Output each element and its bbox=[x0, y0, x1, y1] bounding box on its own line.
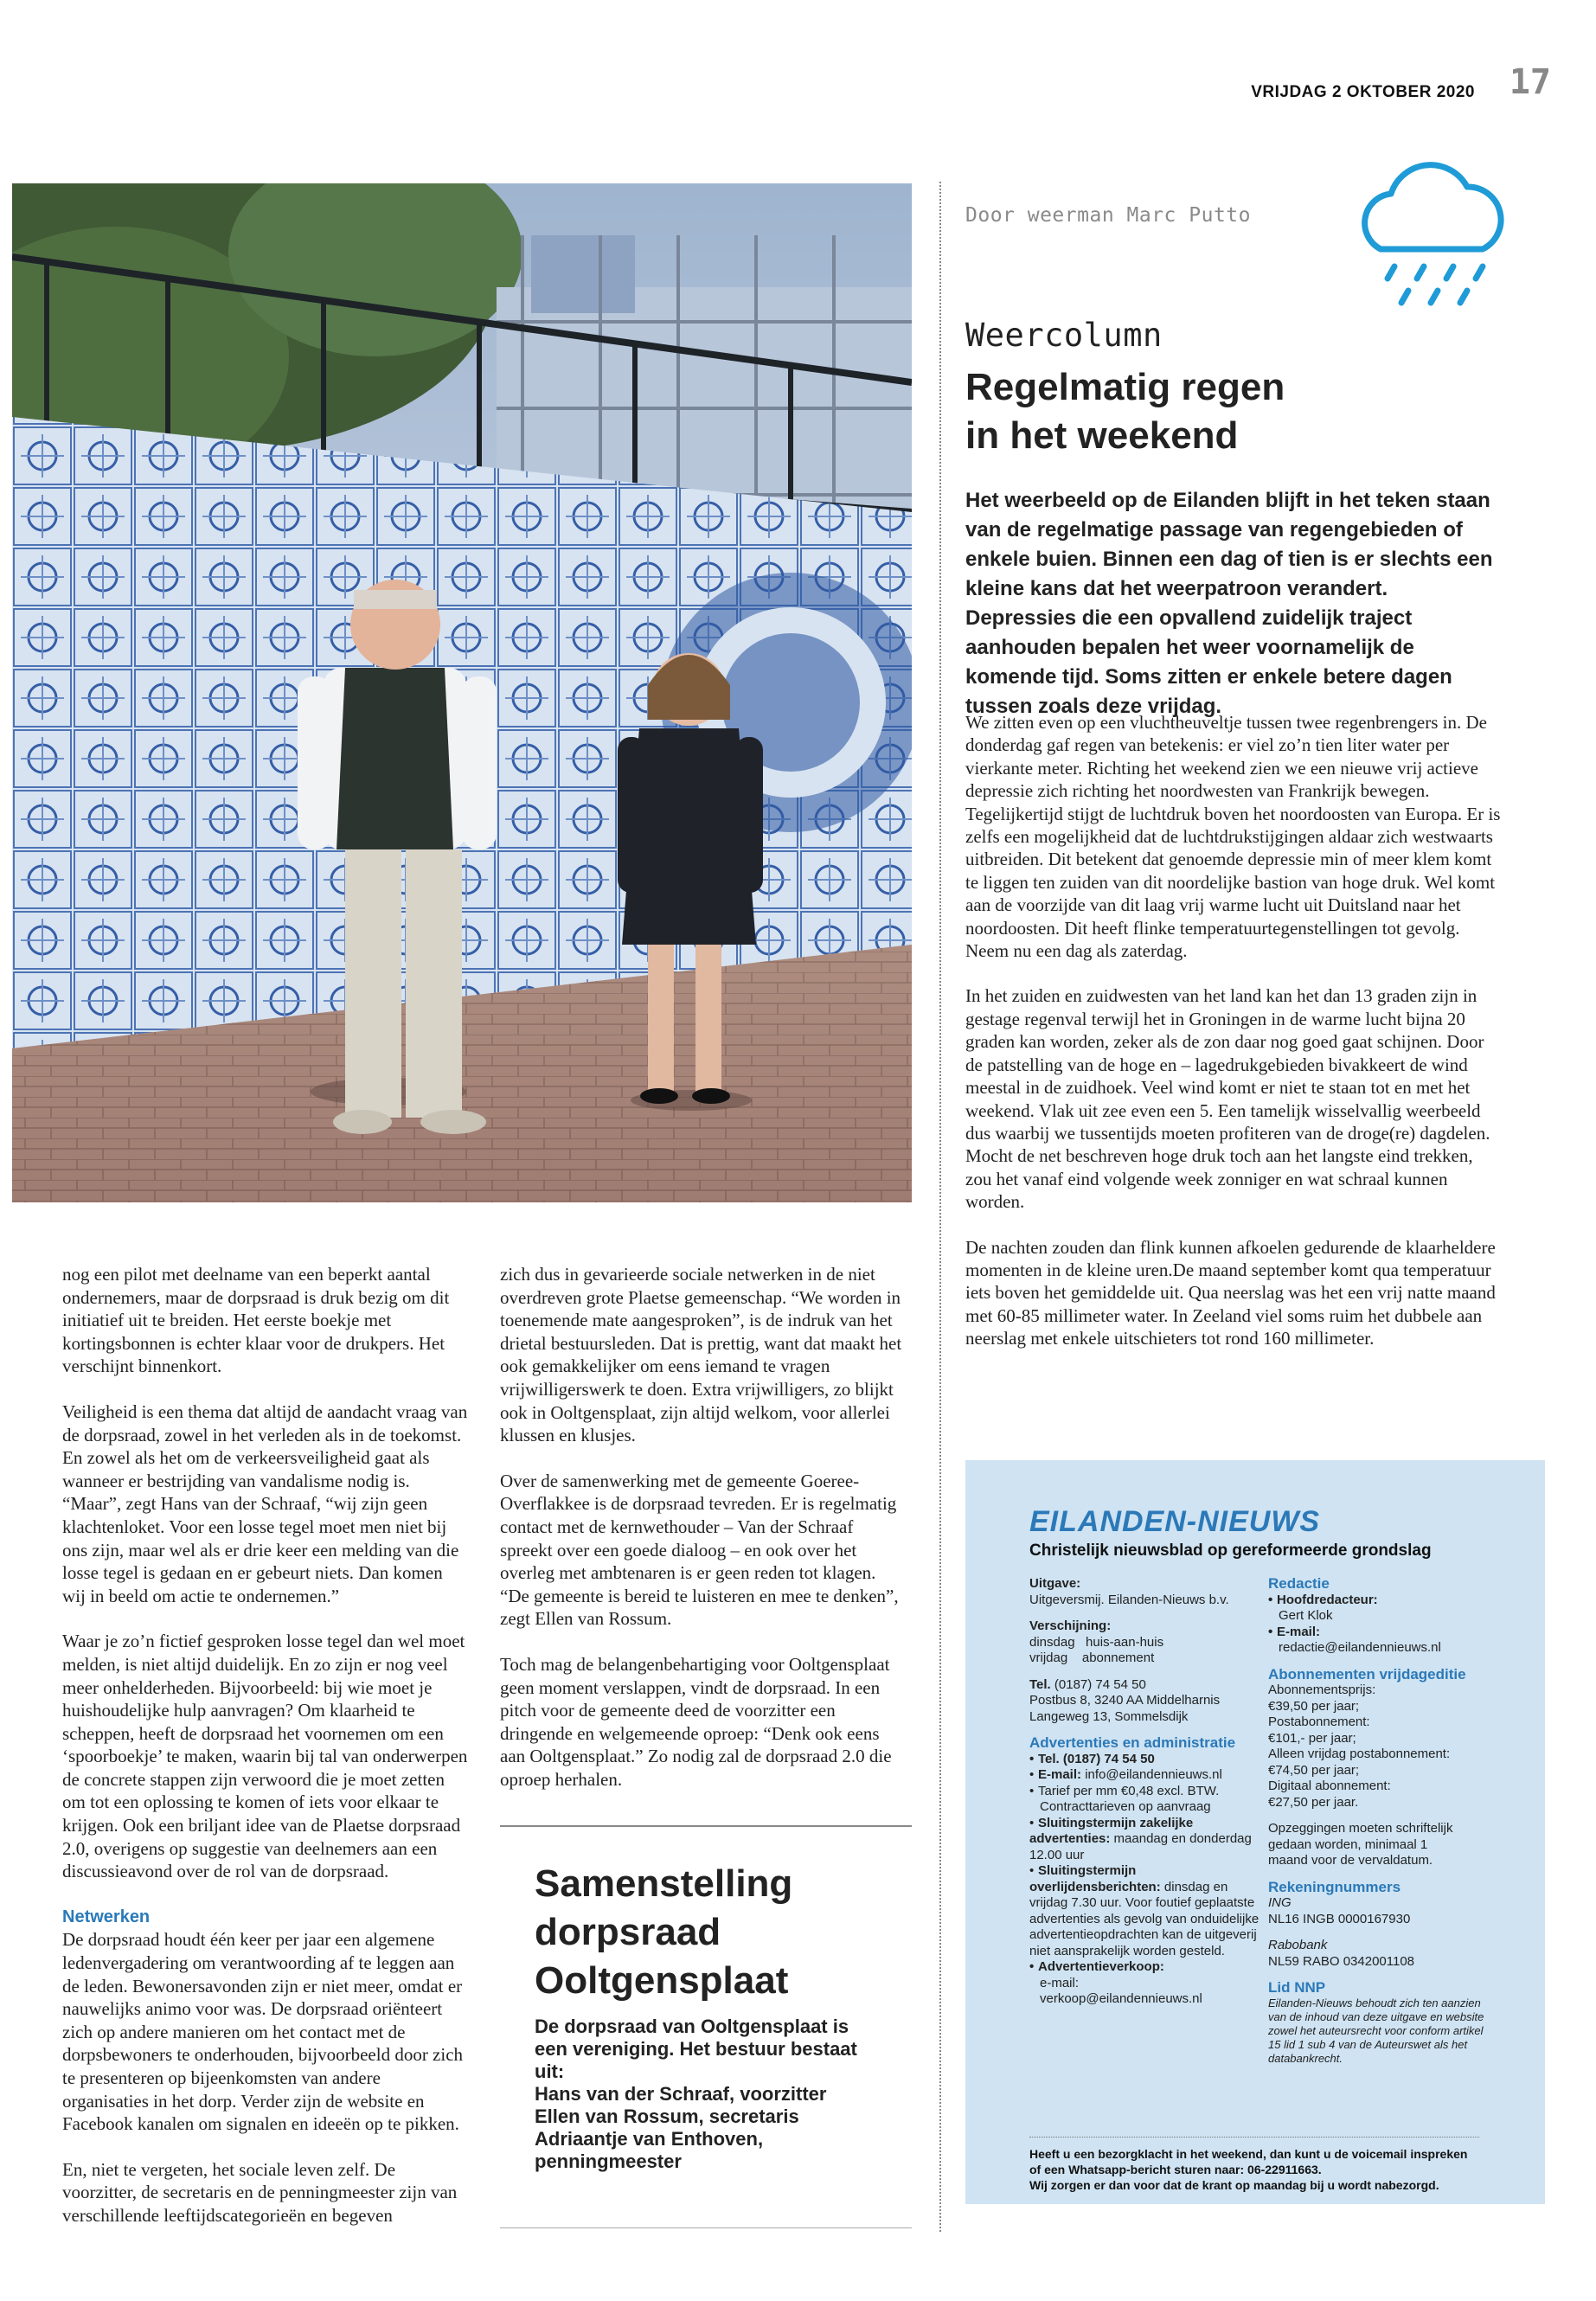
article-paragraph: De dorpsraad houdt één keer per jaar een algemene ledenvergadering om verantwoording af te leggen aan de leden. Bewonersavonden zijn er niet meer, omdat er nauwelijks animo voor was. De dorpsraad oriënteert zich op andere manieren om het contact met de dorpsbewoners te onderhouden, bijvoorbeeld door zich te presenteren op bijeenkomsten van andere organisaties in het dorp. Verder zijn de website en Facebook kanalen om signalen en ideeën op te pikken. bbox=[62, 1929, 464, 2135]
weather-paragraph-3: De nachten zouden dan flink kunnen afkoelen gedurende de klaarheldere momenten in de kleine uren.De maand september komt qua temperatuur iets boven het gemiddelde uit. Qua neerslag was het een vrij natte maand met 60-85 millimeter water. In Zeeland viel soms ruim het dubbele aan neerslag met enkele uitschieters tot rond 160 millimeter. bbox=[965, 1236, 1496, 1349]
photo-illustration bbox=[12, 183, 912, 1202]
abo-line: €101,- per jaar; bbox=[1268, 1730, 1356, 1746]
article-subhead: Netwerken bbox=[62, 1907, 151, 1926]
tel-label: Tel. bbox=[1029, 1676, 1051, 1692]
weather-body bbox=[965, 711, 1502, 1373]
rabobank-number: NL59 RABO 0342001108 bbox=[1268, 1953, 1415, 1969]
nnp-heading: Lid NNP bbox=[1268, 1979, 1326, 1996]
weather-title bbox=[965, 363, 1554, 460]
abonnementen-heading: Abonnementen vrijdageditie bbox=[1268, 1665, 1466, 1682]
adv-email-label: E-mail: bbox=[1038, 1767, 1082, 1782]
footnote-line: Wij zorgen er dan voor dat de krant op maandag bij u wordt nabezorgd. bbox=[1029, 2178, 1439, 2192]
article-paragraph: Waar je zo’n fictief gesproken losse tegel dan wel moet melden, is niet altijd duidelijk. En zo zijn er nog veel meer onhelderheden. Bijvoorbeeld: bij wie moet je huishoudelijke hulp aanvragen? Om klaarheid te scheppen, heeft de dorpsraad het voornemen om een ‘spoorboekje’ te maken, waarin bij tal van onderwerpen de concrete stappen zijn verwoord die je moet zetten om tot een oplossing te komen of iets voor elkaar te krijgen. Ook een briljant idee van de Plaetse dorpsraad 2.0, overigens op suggestie van deelnemers aan een discussieavond over de rol van de dorpsraad. bbox=[62, 1631, 468, 1882]
redactie-email-label: • E-mail: bbox=[1268, 1625, 1519, 1641]
nnp-text: Eilanden-Nieuws behoudt zich ten aanzien van de inhoud van deze uitgave en website zowel het auteursrecht voor conform artikel 15 lid 1 sub 4 van de Auteurswet als het databankrecht. bbox=[1268, 1996, 1484, 2065]
adv-sluiting-text: maandag en donderdag 12.00 uur bbox=[1029, 1831, 1252, 1862]
redactie-heading: Redactie bbox=[1268, 1575, 1330, 1592]
ing-number: NL16 INGB 0000167930 bbox=[1268, 1911, 1411, 1926]
rain-cloud-icon bbox=[1346, 145, 1519, 318]
hoofdredacteur-name: Gert Klok bbox=[1279, 1608, 1333, 1623]
verschijning-heading: Verschijning: bbox=[1029, 1618, 1112, 1633]
adv-verkoop-heading: • Advertentieverkoop: bbox=[1029, 1959, 1261, 1976]
column-divider bbox=[939, 182, 941, 2232]
colophon bbox=[965, 1460, 1545, 2204]
article-paragraph: En, niet te vergeten, het sociale leven zelf. De voorzitter, de secretaris en de penningmeester zijn van verschillende leeftijdscategorieën en begeven bbox=[62, 2158, 458, 2226]
adv-overlijden-label: Sluitingstermijn overlijdensberichten: bbox=[1029, 1863, 1161, 1894]
abo-line: €27,50 per jaar. bbox=[1268, 1794, 1359, 1810]
adv-contract: Contracttarieven op aanvraag bbox=[1040, 1799, 1211, 1814]
colophon-footnote-rule bbox=[1029, 2137, 1479, 2138]
colophon-column-right bbox=[1268, 1576, 1519, 2066]
abo-line: Postabonnement: bbox=[1268, 1715, 1370, 1729]
box-member: penningmeester bbox=[535, 2150, 682, 2172]
uitgave-heading: Uitgave: bbox=[1029, 1576, 1081, 1591]
box-title bbox=[535, 1860, 898, 2005]
page-number: 17 bbox=[1509, 62, 1551, 102]
article-photo bbox=[12, 183, 912, 1202]
article-column-1 bbox=[62, 1263, 469, 2250]
header-date: VRIJDAG 2 OKTOBER 2020 bbox=[1251, 83, 1475, 101]
footnote-line: Heeft u een bezorgklacht in het weekend, dan kunt u de voicemail inspreken bbox=[1029, 2147, 1468, 2161]
adv-email-line bbox=[1029, 1767, 1261, 1784]
weather-paragraph-2: In het zuiden en zuidwesten van het land kan het dan 13 graden zijn in gestage regenval terwijl het in Groningen in de warme lucht bijna 20 graden kan worden, zeker als de zon daar nog goed gaat schijnen. Door de patstelling van de hoge en – lagedrukgebieden bivakkeert de wind meestal in de zuidhoek. Veel wind komt er niet te staan tot en met het weekend. Vlak uit zee even een 5. Een tamelijk wisselvallig weerbeeld dus waarbij we tussentijds moeten profiteren van de droge(re) dagdelen. Mocht de net beschreven hoge druk toch aan het langste eind trekken, zou het vanaf eind volgende week zonniger en wat schraal kunnen worden. bbox=[965, 985, 1490, 1213]
box-top-rule bbox=[500, 1825, 912, 1827]
rekeningnummers-heading: Rekeningnummers bbox=[1268, 1878, 1401, 1895]
opzegging-text: Opzeggingen moeten schriftelijk gedaan worden, minimaal 1 maand voor de vervaldatum. bbox=[1268, 1821, 1453, 1868]
abo-line: Digitaal abonnement: bbox=[1268, 1779, 1391, 1793]
weather-kicker: Weercolumn bbox=[965, 317, 1163, 354]
redactie-email[interactable]: redactie@eilandennieuws.nl bbox=[1279, 1640, 1441, 1655]
footnote-line: of een Whatsapp-bericht sturen naar: 06-22911663. bbox=[1029, 2163, 1322, 2176]
abo-line: Abonnementsprijs: bbox=[1268, 1682, 1376, 1697]
box-member: Hans van der Schraaf, voorzitter bbox=[535, 2083, 827, 2105]
eilanden-nieuws-logo: EILANDEN-NIEUWS bbox=[1029, 1505, 1321, 1538]
article-column-2 bbox=[500, 1263, 907, 1813]
adv-sluiting-label: Sluitingstermijn zakelijke advertenties: bbox=[1029, 1815, 1194, 1846]
box-intro: De dorpsraad van Ooltgensplaat is een vereniging. Het bestuur bestaat uit: bbox=[535, 2016, 857, 2082]
weather-title-line-1: Regelmatig regen bbox=[965, 366, 1285, 408]
adv-verkoop-label: e-mail: bbox=[1040, 1975, 1080, 1990]
weather-lead: Het weerbeeld op de Eilanden blijft in het teken staan van de regelmatige passage van regengebieden of enkele buien. Binnen een dag of tien is er slechts een kleine kans dat het weerpatroon verandert. Depressies die een opvallend zuidelijk traject aanhouden bepalen het weer voornamelijk de komende tijd. Soms zitten er enkele betere dagen tussen zoals deze vrijdag. bbox=[965, 489, 1493, 718]
phone-line bbox=[1029, 1677, 1261, 1694]
ing-label: ING bbox=[1268, 1895, 1292, 1910]
colophon-footnote bbox=[1029, 2146, 1514, 2193]
article-paragraph: Over de samenwerking met de gemeente Goeree-Overflakkee is de dorpsraad tevreden. Er is regelmatig contact met de kernwethouder – Van der Schraaf spreekt over een goede dialoog – en ook over het overleg met ambtenaren is er geen reden tot klagen. “De gemeente is bereid te luisteren en mee te denken”, zegt Ellen van Rossum. bbox=[500, 1470, 899, 1630]
adv-tel: • Tel. (0187) 74 54 50 bbox=[1029, 1752, 1261, 1768]
hoofdredacteur-label: • Hoofdredacteur: bbox=[1268, 1593, 1519, 1609]
abo-line: €39,50 per jaar; bbox=[1268, 1698, 1360, 1714]
abo-line: €74,50 per jaar; bbox=[1268, 1762, 1360, 1778]
article-paragraph: nog een pilot met deelname van een beperkt aantal ondernemers, maar de dorpsraad is druk bezig om dit initiatief uit te breiden. Het eerste boekje met kortingsbonnen is echter klaar voor de drukpers. Het verschijnt binnenkort. bbox=[62, 1264, 450, 1377]
box-member: Ellen van Rossum, secretaris bbox=[535, 2106, 799, 2127]
adv-verkoop-email[interactable]: verkoop@eilandennieuws.nl bbox=[1040, 1991, 1202, 2006]
adv-email[interactable]: info@eilandennieuws.nl bbox=[1085, 1767, 1222, 1782]
uitgave-text: Uitgeversmij. Eilanden-Nieuws b.v. bbox=[1029, 1592, 1229, 1607]
adv-sluiting bbox=[1029, 1816, 1261, 1864]
abo-line: Alleen vrijdag postabonnement: bbox=[1268, 1747, 1451, 1761]
article-paragraph: zich dus in gevarieerde sociale netwerken in de niet overdreven grote Plaetse gemeenschap. “We worden in toenemende mate aangesproken”, is de indruk van het drietal bestuursleden. Dat is prettig, want dat maakt het ook gemakkelijker om eens iemand te vragen vrijwilligerswerk te doen. Extra vrijwilligers, zo blijkt ook in Ooltgensplaat, zijn altijd welkom, voor allerlei klussen en klusjes. bbox=[500, 1264, 902, 1446]
box-title-line-1: Samenstelling bbox=[535, 1862, 793, 1905]
adv-tarief: • Tarief per mm €0,48 excl. BTW. bbox=[1029, 1784, 1261, 1800]
address-line: Langeweg 13, Sommelsdijk bbox=[1029, 1708, 1189, 1724]
tel-number: (0187) 74 54 50 bbox=[1054, 1676, 1146, 1692]
box-bottom-rule bbox=[500, 2227, 912, 2228]
weather-byline: Door weerman Marc Putto bbox=[965, 204, 1251, 227]
article-paragraph: Toch mag de belangenbehartiging voor Ooltgensplaat geen moment verslappen, vindt de dorpsraad. In een pitch voor de gemeente deed de voorzitter een dringende en welgemeende oproep: “Denk ook eens aan Ooltgensplaat.” Zo nodig zal de dorpsraad 2.0 die oproep herhalen. bbox=[500, 1653, 892, 1790]
adv-overlijden bbox=[1029, 1863, 1261, 1959]
colophon-column-left bbox=[1029, 1576, 1261, 2008]
verschijning-line: vrijdag abonnement bbox=[1029, 1650, 1155, 1665]
box-member: Adriaantje van Enthoven, bbox=[535, 2128, 764, 2150]
box-title-line-2: dorpsraad bbox=[535, 1911, 721, 1953]
article-paragraph: Veiligheid is een thema dat altijd de aandacht vraag van de dorpsraad, zowel in het verleden als in de toekomst. En zowel als het om de verkeersveiligheid gaat als wanneer er bestrijding van vandalisme nodig is. “Maar”, zegt Hans van der Schraaf, “wij zijn geen klachtenloket. Voor een losse tegel moet men niet bij ons zijn, maar wel als er drie keer een melding van die losse tegel is gedaan en er gebeurt niets. Dan komen wij in beeld om actie te ondernemen.” bbox=[62, 1400, 468, 1606]
address-line: Postbus 8, 3240 AA Middelharnis bbox=[1029, 1693, 1221, 1708]
box-title-line-3: Ooltgensplaat bbox=[535, 1959, 789, 2002]
weather-paragraph-1: We zitten even op een vluchtheuveltje tussen twee regenbrengers in. De donderdag gaf regen van betekenis: er viel zo’n tien liter water per vierkante meter. Richting het weekend zien we een nieuwe vrij actieve depressie zich richting het noordwesten van Frankrijk bewegen. Tegelijkertijd stijgt de luchtdruk boven het noordoosten van Europa. Er is zelfs een mogelijkheid dat de luchtdrukstijgingen aldaar zich westwaarts uitbreiden. Dit betekent dat genoemde depressie min of meer klem komt te liggen ten zuiden van dit noordelijke bastion van hoge druk. Wel komt aan de voorzijde van dit laag vrij warme lucht uit Duitsland naar het noordoosten. Dit heeft flinke temperatuurtegenstellingen tot gevolg. Neem nu een dag als zaterdag. bbox=[965, 712, 1501, 962]
box-text bbox=[535, 2016, 881, 2173]
advertenties-heading: Advertenties en administratie bbox=[1029, 1734, 1236, 1751]
verschijning-line: dinsdag huis-aan-huis bbox=[1029, 1634, 1164, 1650]
weather-title-line-2: in het weekend bbox=[965, 414, 1239, 457]
colophon-tagline: Christelijk nieuwsblad op gereformeerde grondslag bbox=[1029, 1541, 1432, 1560]
rabobank-label: Rabobank bbox=[1268, 1938, 1328, 1952]
adv-overlijden-text: dinsdag en vrijdag 7.30 uur. Voor foutief geplaatste advertenties als gevolg van onduidelijke advertentieopdrachten kan de uitgeverij niet aansprakelijk worden gesteld. bbox=[1029, 1879, 1259, 1958]
